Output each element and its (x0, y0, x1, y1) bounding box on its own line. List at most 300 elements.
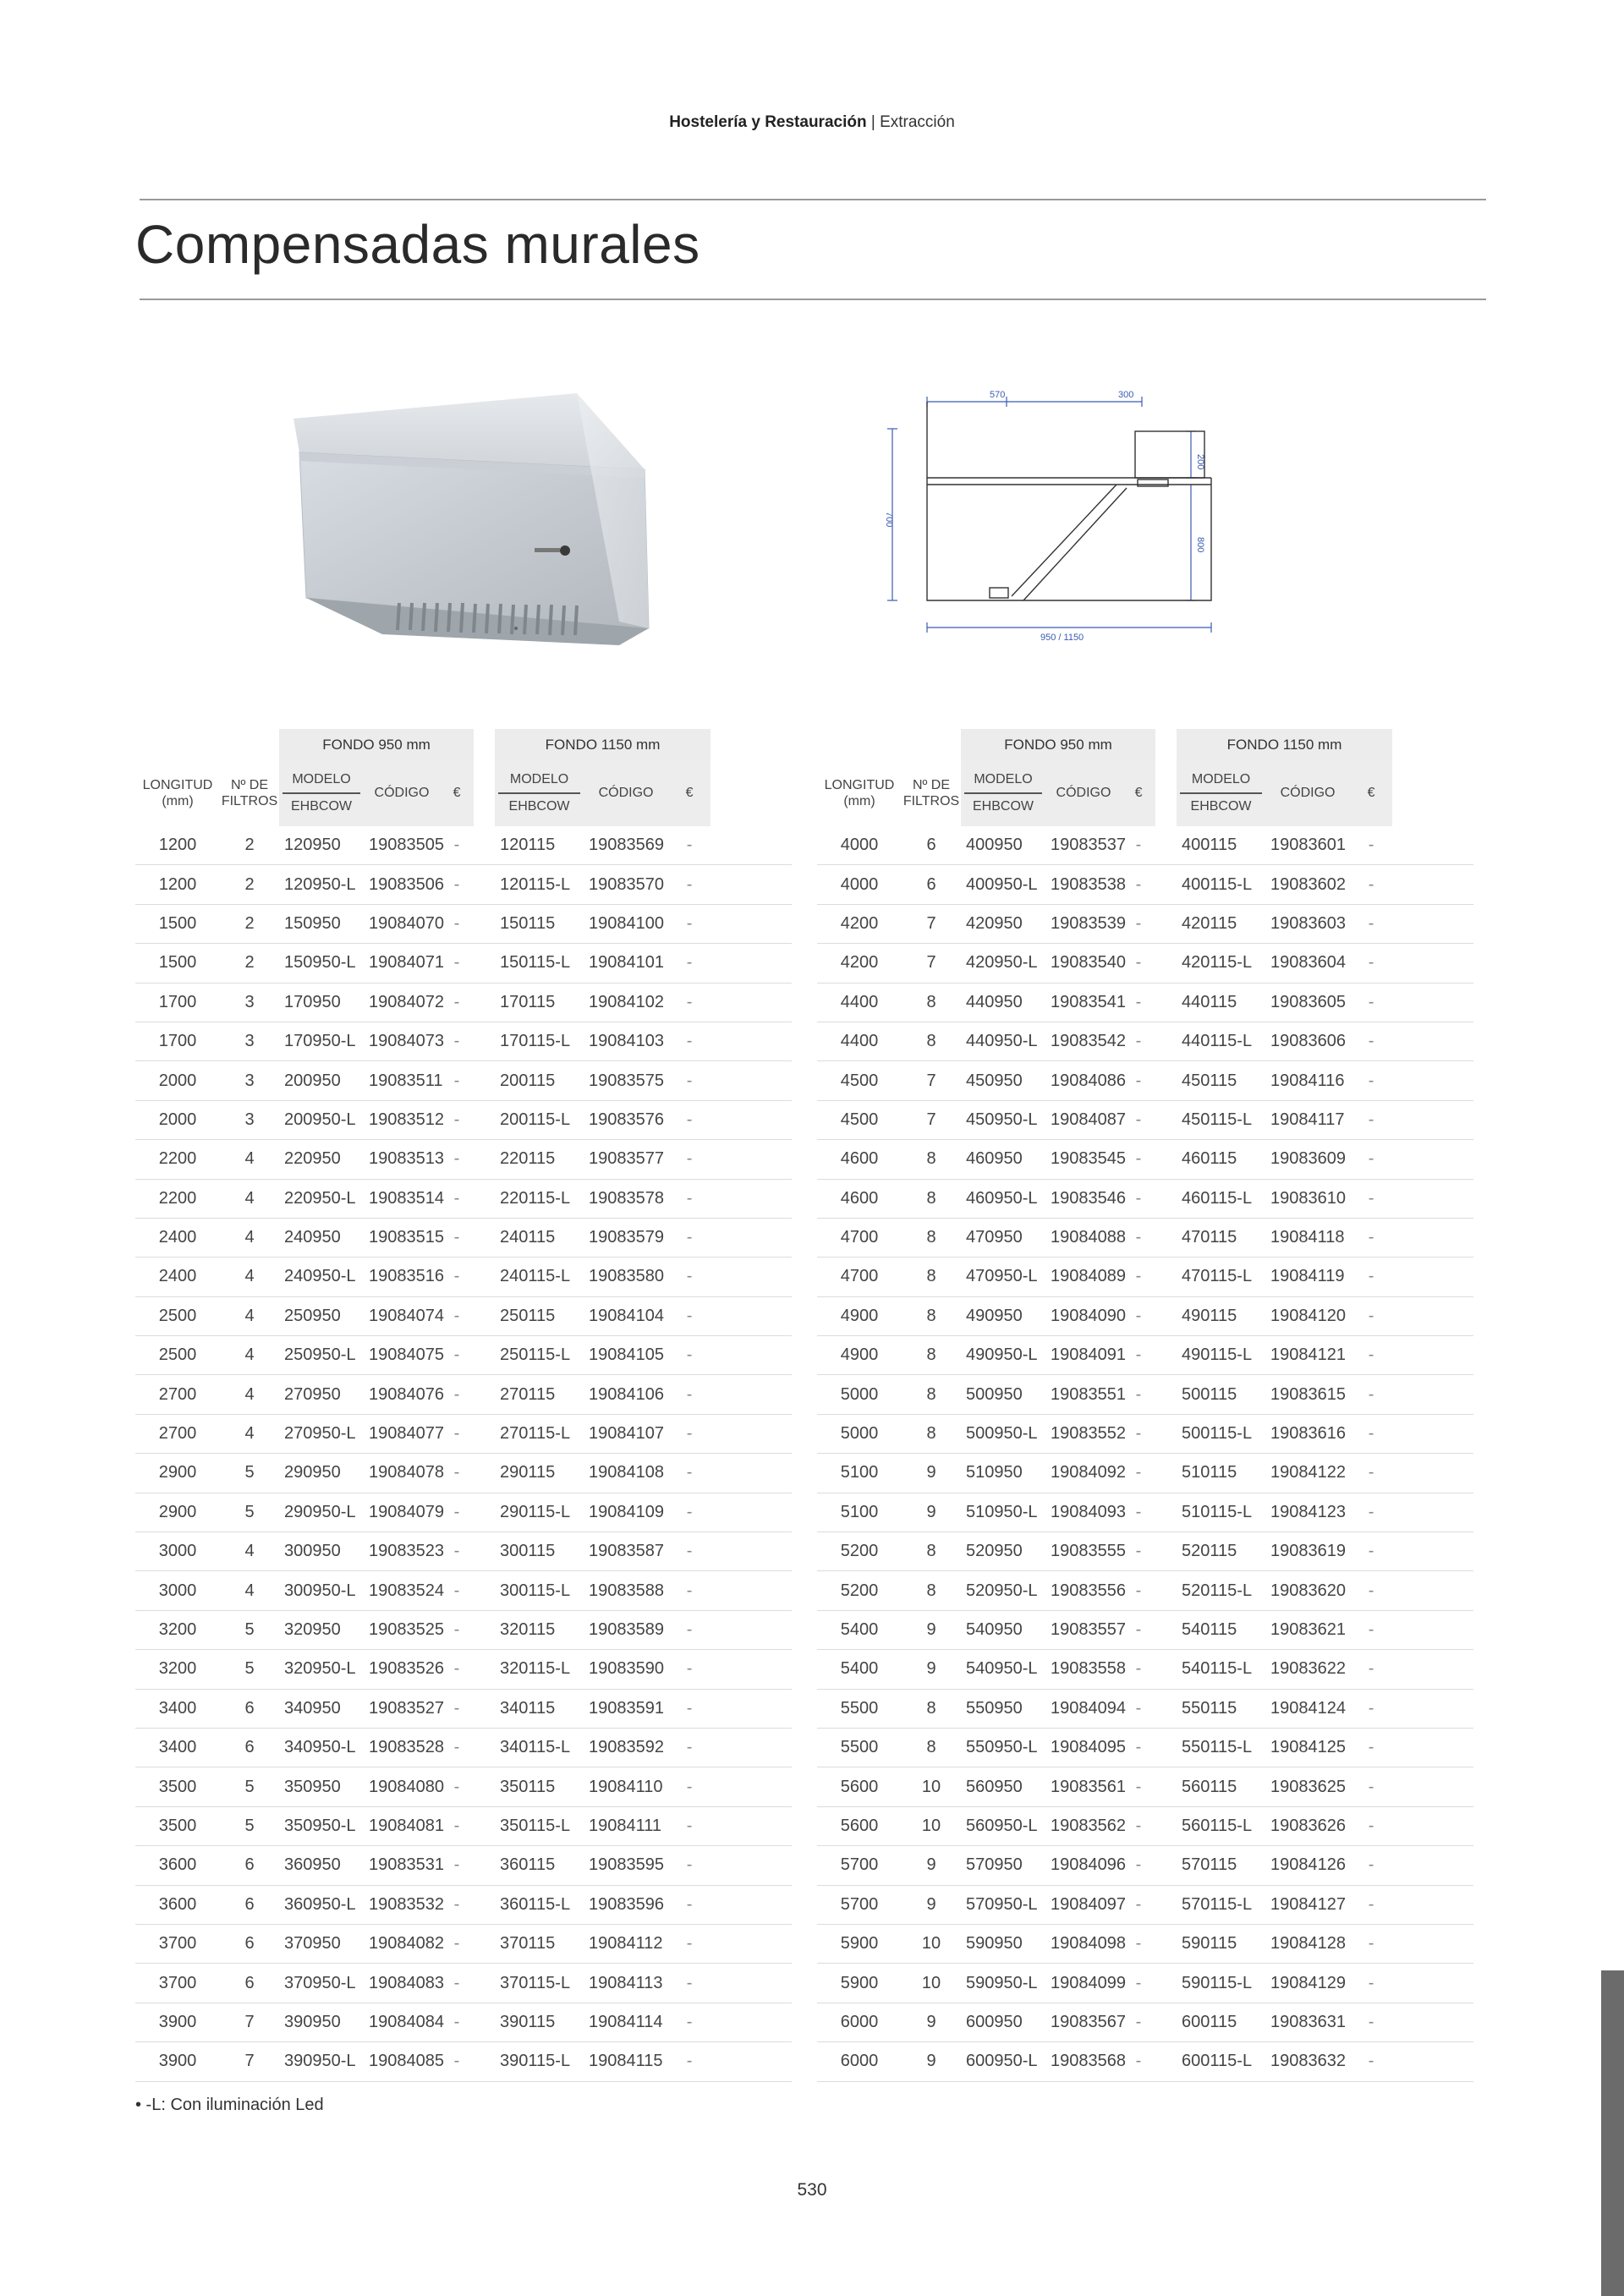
cell-modelo-950: 370950-L (279, 1964, 364, 2003)
cell-precio-1150: - (1350, 1807, 1392, 1846)
cell-codigo-950: 19084077 (364, 1415, 440, 1454)
table-row (135, 1415, 792, 1454)
cell-precio-1150: - (668, 1690, 710, 1729)
table-row (817, 1846, 1473, 1885)
cell-precio-950: - (1122, 1767, 1155, 1806)
cell-filtros: 7 (902, 905, 961, 944)
cell-modelo-950: 500950 (961, 1375, 1045, 1414)
cell-modelo-1150: 120115-L (495, 865, 584, 904)
spacer-end (710, 1219, 792, 1258)
table-row (817, 2003, 1473, 2042)
cell-precio-1150: - (668, 1767, 710, 1806)
cell-precio-950: - (1122, 1022, 1155, 1061)
cell-precio-1150: - (1350, 905, 1392, 944)
cell-precio-1150: - (1350, 1611, 1392, 1650)
cell-codigo-950: 19084072 (364, 984, 440, 1022)
cell-longitud: 1700 (135, 984, 220, 1022)
spacer (474, 944, 495, 983)
spacer-end (1392, 1767, 1473, 1806)
cell-precio-950: - (440, 1690, 474, 1729)
cell-codigo-1150: 19084119 (1265, 1258, 1350, 1296)
cell-longitud: 3200 (135, 1650, 220, 1689)
spacer (1155, 1690, 1177, 1729)
cell-precio-950: - (440, 1964, 474, 2003)
spacer-end (710, 1258, 792, 1296)
cell-modelo-950: 270950 (279, 1375, 364, 1414)
cell-precio-950: - (1122, 984, 1155, 1022)
cell-filtros: 8 (902, 1375, 961, 1414)
cell-codigo-950: 19083539 (1045, 905, 1122, 944)
cell-precio-1150: - (668, 865, 710, 904)
table-row (817, 1415, 1473, 1454)
table-row (817, 826, 1473, 865)
cell-modelo-1150: 370115 (495, 1925, 584, 1964)
cell-codigo-950: 19084096 (1045, 1846, 1122, 1885)
cell-longitud: 4600 (817, 1140, 902, 1179)
cell-codigo-1150: 19084113 (584, 1964, 668, 2003)
cell-codigo-950: 19083537 (1045, 826, 1122, 865)
cell-codigo-1150: 19083620 (1265, 1571, 1350, 1610)
cell-codigo-950: 19083511 (364, 1061, 440, 1100)
cell-modelo-950: 290950-L (279, 1493, 364, 1532)
cell-modelo-1150: 370115-L (495, 1964, 584, 2003)
spacer (474, 865, 495, 904)
cell-precio-1150: - (668, 1611, 710, 1650)
cell-precio-950: - (440, 1493, 474, 1532)
cell-filtros: 5 (220, 1807, 279, 1846)
cell-codigo-950: 19084093 (1045, 1493, 1122, 1532)
cell-modelo-950: 350950-L (279, 1807, 364, 1846)
cell-codigo-950: 19083531 (364, 1846, 440, 1885)
spec-table-left-grid (135, 729, 792, 2082)
cell-filtros: 8 (902, 1258, 961, 1296)
cell-precio-950: - (440, 984, 474, 1022)
cell-precio-950: - (1122, 826, 1155, 865)
cell-codigo-950: 19084074 (364, 1297, 440, 1336)
cell-precio-950: - (440, 1140, 474, 1179)
table-row (817, 1729, 1473, 1767)
cell-filtros: 5 (220, 1454, 279, 1493)
cell-modelo-1150: 240115 (495, 1219, 584, 1258)
spacer (1155, 984, 1177, 1022)
cell-modelo-1150: 170115 (495, 984, 584, 1022)
cell-longitud: 3600 (135, 1886, 220, 1925)
spacer-end (1392, 1532, 1473, 1571)
cell-precio-1150: - (1350, 1336, 1392, 1375)
table-row (817, 1611, 1473, 1650)
cell-codigo-1150: 19084115 (584, 2042, 668, 2081)
cell-longitud: 3900 (135, 2003, 220, 2042)
col-filtros: Nº DE FILTROS (221, 778, 278, 808)
col-filtros-right: Nº DE FILTROS (903, 778, 960, 808)
col-euro-b-right: € (1350, 760, 1392, 826)
cell-precio-1150: - (668, 1415, 710, 1454)
cell-longitud: 5200 (817, 1571, 902, 1610)
table-row (135, 1611, 792, 1650)
cell-modelo-1150: 600115 (1177, 2003, 1265, 2042)
cell-precio-950: - (440, 2003, 474, 2042)
cell-modelo-950: 240950-L (279, 1258, 364, 1296)
spacer (1155, 1258, 1177, 1296)
cell-filtros: 7 (902, 1101, 961, 1140)
cell-codigo-1150: 19083604 (1265, 944, 1350, 983)
cell-modelo-1150: 270115 (495, 1375, 584, 1414)
cell-precio-1150: - (1350, 1022, 1392, 1061)
cell-precio-1150: - (668, 1650, 710, 1689)
cell-precio-1150: - (668, 1532, 710, 1571)
cell-modelo-950: 460950 (961, 1140, 1045, 1179)
col-modelo: MODELO EHBCOW (279, 760, 364, 826)
cell-filtros: 5 (220, 1611, 279, 1650)
cell-codigo-1150: 19083591 (584, 1690, 668, 1729)
spacer (1155, 826, 1177, 865)
cell-codigo-1150: 19083576 (584, 1101, 668, 1140)
cell-precio-950: - (1122, 1219, 1155, 1258)
cell-modelo-950: 560950 (961, 1767, 1045, 1806)
cell-codigo-1150: 19084122 (1265, 1454, 1350, 1493)
spacer-end (710, 2042, 792, 2081)
table-row (135, 984, 792, 1022)
cell-precio-950: - (440, 1454, 474, 1493)
cell-modelo-950: 490950-L (961, 1336, 1045, 1375)
table-row (135, 1022, 792, 1061)
cell-precio-950: - (1122, 1925, 1155, 1964)
cell-filtros: 8 (902, 1140, 961, 1179)
spacer (474, 1571, 495, 1610)
technical-drawing (863, 385, 1286, 655)
cell-longitud: 2700 (135, 1415, 220, 1454)
table-row (817, 1022, 1473, 1061)
cell-codigo-950: 19084082 (364, 1925, 440, 1964)
cell-modelo-1150: 360115 (495, 1846, 584, 1885)
cell-modelo-950: 510950-L (961, 1493, 1045, 1532)
cell-modelo-950: 600950-L (961, 2042, 1045, 2081)
cell-precio-1150: - (668, 1258, 710, 1296)
cell-filtros: 6 (220, 1729, 279, 1767)
cell-codigo-1150: 19083580 (584, 1258, 668, 1296)
fondo-950-header-right: FONDO 950 mm (961, 729, 1155, 760)
cell-codigo-1150: 19083569 (584, 826, 668, 865)
spacer (474, 1846, 495, 1885)
col-euro-b: € (668, 760, 710, 826)
cell-codigo-1150: 19084121 (1265, 1336, 1350, 1375)
cell-precio-1150: - (668, 1219, 710, 1258)
cell-filtros: 4 (220, 1532, 279, 1571)
cell-precio-1150: - (1350, 1690, 1392, 1729)
cell-filtros: 7 (220, 2042, 279, 2081)
cell-codigo-1150: 19084124 (1265, 1690, 1350, 1729)
cell-filtros: 9 (902, 1650, 961, 1689)
cell-modelo-950: 470950-L (961, 1258, 1045, 1296)
cell-precio-950: - (440, 1180, 474, 1219)
cell-modelo-1150: 590115 (1177, 1925, 1265, 1964)
cell-modelo-950: 240950 (279, 1219, 364, 1258)
cell-precio-1150: - (1350, 944, 1392, 983)
dim-700: 700 (884, 512, 894, 528)
spacer (1155, 1925, 1177, 1964)
spacer (474, 1729, 495, 1767)
cell-longitud: 4700 (817, 1258, 902, 1296)
cell-codigo-1150: 19083616 (1265, 1415, 1350, 1454)
cell-precio-950: - (440, 1101, 474, 1140)
cell-codigo-950: 19084088 (1045, 1219, 1122, 1258)
cell-precio-1150: - (1350, 1729, 1392, 1767)
table-row (135, 1258, 792, 1296)
header-section: Hostelería y Restauración (669, 113, 867, 131)
spacer-end (1392, 905, 1473, 944)
cell-precio-950: - (1122, 1650, 1155, 1689)
spacer (474, 1101, 495, 1140)
spacer (474, 1375, 495, 1414)
cell-precio-950: - (1122, 1846, 1155, 1885)
cell-longitud: 5000 (817, 1415, 902, 1454)
table-row (817, 1493, 1473, 1532)
cell-filtros: 8 (902, 1729, 961, 1767)
table-row (817, 984, 1473, 1022)
cell-modelo-1150: 500115-L (1177, 1415, 1265, 1454)
spacer (474, 1807, 495, 1846)
cell-modelo-1150: 250115 (495, 1297, 584, 1336)
cell-longitud: 2000 (135, 1061, 220, 1100)
cell-longitud: 4200 (817, 905, 902, 944)
cell-modelo-950: 500950-L (961, 1415, 1045, 1454)
cell-modelo-1150: 220115 (495, 1140, 584, 1179)
cell-longitud: 4500 (817, 1061, 902, 1100)
cell-longitud: 3500 (135, 1767, 220, 1806)
cell-modelo-1150: 570115 (1177, 1846, 1265, 1885)
cell-codigo-1150: 19083589 (584, 1611, 668, 1650)
cell-modelo-950: 440950-L (961, 1022, 1045, 1061)
cell-filtros: 7 (220, 2003, 279, 2042)
cell-precio-950: - (1122, 1140, 1155, 1179)
cell-codigo-950: 19084089 (1045, 1258, 1122, 1296)
col-euro: € (440, 760, 474, 826)
cell-modelo-1150: 490115 (1177, 1297, 1265, 1336)
cell-filtros: 7 (902, 1061, 961, 1100)
cell-modelo-1150: 340115 (495, 1690, 584, 1729)
cell-precio-1150: - (668, 1375, 710, 1414)
cell-longitud: 1200 (135, 865, 220, 904)
table-row (135, 2003, 792, 2042)
cell-precio-950: - (440, 1415, 474, 1454)
cell-modelo-950: 300950 (279, 1532, 364, 1571)
cell-precio-1150: - (668, 1571, 710, 1610)
cell-modelo-1150: 320115 (495, 1611, 584, 1650)
spacer (474, 1336, 495, 1375)
cell-precio-950: - (1122, 2003, 1155, 2042)
spacer-end (1392, 1101, 1473, 1140)
cell-codigo-950: 19083515 (364, 1219, 440, 1258)
cell-modelo-1150: 420115 (1177, 905, 1265, 944)
cell-precio-1150: - (668, 984, 710, 1022)
cell-codigo-950: 19084084 (364, 2003, 440, 2042)
cell-precio-1150: - (1350, 1925, 1392, 1964)
cell-precio-1150: - (1350, 1650, 1392, 1689)
cell-codigo-1150: 19084107 (584, 1415, 668, 1454)
cell-modelo-1150: 200115-L (495, 1101, 584, 1140)
spacer-end (1392, 1807, 1473, 1846)
cell-modelo-950: 200950-L (279, 1101, 364, 1140)
cell-precio-950: - (1122, 1532, 1155, 1571)
cell-filtros: 2 (220, 826, 279, 865)
cell-modelo-1150: 170115-L (495, 1022, 584, 1061)
cell-precio-950: - (1122, 1964, 1155, 2003)
table-row (817, 1767, 1473, 1806)
table-row (817, 1454, 1473, 1493)
cell-codigo-1150: 19084129 (1265, 1964, 1350, 2003)
cell-codigo-1150: 19084112 (584, 1925, 668, 1964)
header-subsection: Extracción (880, 113, 955, 131)
cell-modelo-1150: 350115-L (495, 1807, 584, 1846)
cell-modelo-1150: 150115-L (495, 944, 584, 983)
cell-precio-1150: - (668, 905, 710, 944)
cell-codigo-950: 19083528 (364, 1729, 440, 1767)
cell-modelo-1150: 560115 (1177, 1767, 1265, 1806)
spec-table-right-grid (817, 729, 1473, 2082)
cell-longitud: 5600 (817, 1807, 902, 1846)
spacer (474, 1022, 495, 1061)
cell-filtros: 9 (902, 1846, 961, 1885)
col-longitud-right: LONGITUD (mm) (824, 778, 895, 808)
cell-filtros: 8 (902, 1180, 961, 1219)
cell-modelo-950: 520950 (961, 1532, 1045, 1571)
cell-precio-950: - (1122, 1375, 1155, 1414)
cell-codigo-950: 19083527 (364, 1690, 440, 1729)
spacer (474, 2042, 495, 2081)
spacer (474, 1140, 495, 1179)
spec-table-right (817, 729, 1473, 2082)
fondo-1150-header: FONDO 1150 mm (495, 729, 710, 760)
cell-modelo-950: 450950 (961, 1061, 1045, 1100)
cell-precio-950: - (440, 1611, 474, 1650)
spec-table-left (135, 729, 792, 2082)
cell-modelo-1150: 400115-L (1177, 865, 1265, 904)
cell-precio-1150: - (668, 1886, 710, 1925)
cell-modelo-1150: 420115-L (1177, 944, 1265, 983)
cell-modelo-950: 340950-L (279, 1729, 364, 1767)
cell-filtros: 10 (902, 1964, 961, 2003)
cell-precio-1150: - (1350, 2042, 1392, 2081)
cell-precio-950: - (1122, 905, 1155, 944)
table-row (817, 1886, 1473, 1925)
table-row (817, 1807, 1473, 1846)
table-body-right (817, 826, 1473, 2082)
cell-modelo-950: 340950 (279, 1690, 364, 1729)
cell-precio-1150: - (1350, 1846, 1392, 1885)
cell-codigo-950: 19084091 (1045, 1336, 1122, 1375)
spacer-end (710, 1767, 792, 1806)
cell-precio-1150: - (668, 1180, 710, 1219)
cell-precio-1150: - (1350, 1180, 1392, 1219)
cell-precio-950: - (440, 1375, 474, 1414)
table-row (135, 1532, 792, 1571)
cell-modelo-950: 540950-L (961, 1650, 1045, 1689)
cell-codigo-1150: 19083590 (584, 1650, 668, 1689)
spacer (474, 1454, 495, 1493)
spacer (474, 2003, 495, 2042)
cell-longitud: 1200 (135, 826, 220, 865)
cell-longitud: 3000 (135, 1571, 220, 1610)
table-row (817, 1297, 1473, 1336)
cell-longitud: 1700 (135, 1022, 220, 1061)
cell-longitud: 5400 (817, 1650, 902, 1689)
table-row (135, 1886, 792, 1925)
cell-codigo-950: 19084073 (364, 1022, 440, 1061)
cell-longitud: 5900 (817, 1964, 902, 2003)
cell-modelo-950: 510950 (961, 1454, 1045, 1493)
spacer-end (1392, 1964, 1473, 2003)
spacer-end (1392, 1886, 1473, 1925)
cell-modelo-1150: 290115-L (495, 1493, 584, 1532)
col-modelo-right: MODELO EHBCOW (961, 760, 1045, 826)
cell-longitud: 1500 (135, 944, 220, 983)
spacer (1155, 1454, 1177, 1493)
cell-filtros: 5 (220, 1650, 279, 1689)
cell-filtros: 8 (902, 1415, 961, 1454)
cell-codigo-1150: 19084123 (1265, 1493, 1350, 1532)
cell-codigo-1150: 19084127 (1265, 1886, 1350, 1925)
cell-filtros: 4 (220, 1140, 279, 1179)
spacer-end (710, 826, 792, 865)
table-row (817, 905, 1473, 944)
table-row (135, 1219, 792, 1258)
spacer (1155, 1180, 1177, 1219)
spacer-end (1392, 1375, 1473, 1414)
spacer-end (1392, 1925, 1473, 1964)
cell-codigo-950: 19083523 (364, 1532, 440, 1571)
cell-filtros: 8 (902, 1690, 961, 1729)
col-codigo-b-right: CÓDIGO (1265, 760, 1350, 826)
cell-filtros: 3 (220, 1022, 279, 1061)
cell-codigo-950: 19084075 (364, 1336, 440, 1375)
cell-modelo-950: 400950-L (961, 865, 1045, 904)
cell-codigo-950: 19083561 (1045, 1767, 1122, 1806)
cell-precio-950: - (1122, 1454, 1155, 1493)
cell-precio-950: - (1122, 1061, 1155, 1100)
top-rule (140, 199, 1486, 200)
cell-filtros: 3 (220, 984, 279, 1022)
cell-precio-950: - (440, 1925, 474, 1964)
spacer-end (1392, 1336, 1473, 1375)
cell-codigo-1150: 19083578 (584, 1180, 668, 1219)
cell-codigo-1150: 19084128 (1265, 1925, 1350, 1964)
cell-codigo-950: 19083556 (1045, 1571, 1122, 1610)
spacer-end (1392, 1140, 1473, 1179)
spacer (1155, 1729, 1177, 1767)
spacer-end (1392, 826, 1473, 865)
cell-codigo-950: 19083525 (364, 1611, 440, 1650)
cell-precio-1150: - (1350, 865, 1392, 904)
cell-modelo-950: 370950 (279, 1925, 364, 1964)
cell-codigo-950: 19083545 (1045, 1140, 1122, 1179)
cell-filtros: 6 (902, 865, 961, 904)
cell-codigo-950: 19083568 (1045, 2042, 1122, 2081)
spacer (474, 1258, 495, 1296)
col-codigo: CÓDIGO (364, 760, 440, 826)
spacer (474, 905, 495, 944)
cell-modelo-1150: 290115 (495, 1454, 584, 1493)
dim-570: 570 (990, 390, 1006, 400)
cell-precio-1150: - (668, 1022, 710, 1061)
cell-modelo-1150: 120115 (495, 826, 584, 865)
cell-modelo-1150: 300115-L (495, 1571, 584, 1610)
cell-longitud: 4700 (817, 1219, 902, 1258)
cell-precio-950: - (440, 1807, 474, 1846)
spacer-end (1392, 944, 1473, 983)
table-row (817, 1690, 1473, 1729)
cell-modelo-950: 150950 (279, 905, 364, 944)
cell-codigo-950: 19083542 (1045, 1022, 1122, 1061)
